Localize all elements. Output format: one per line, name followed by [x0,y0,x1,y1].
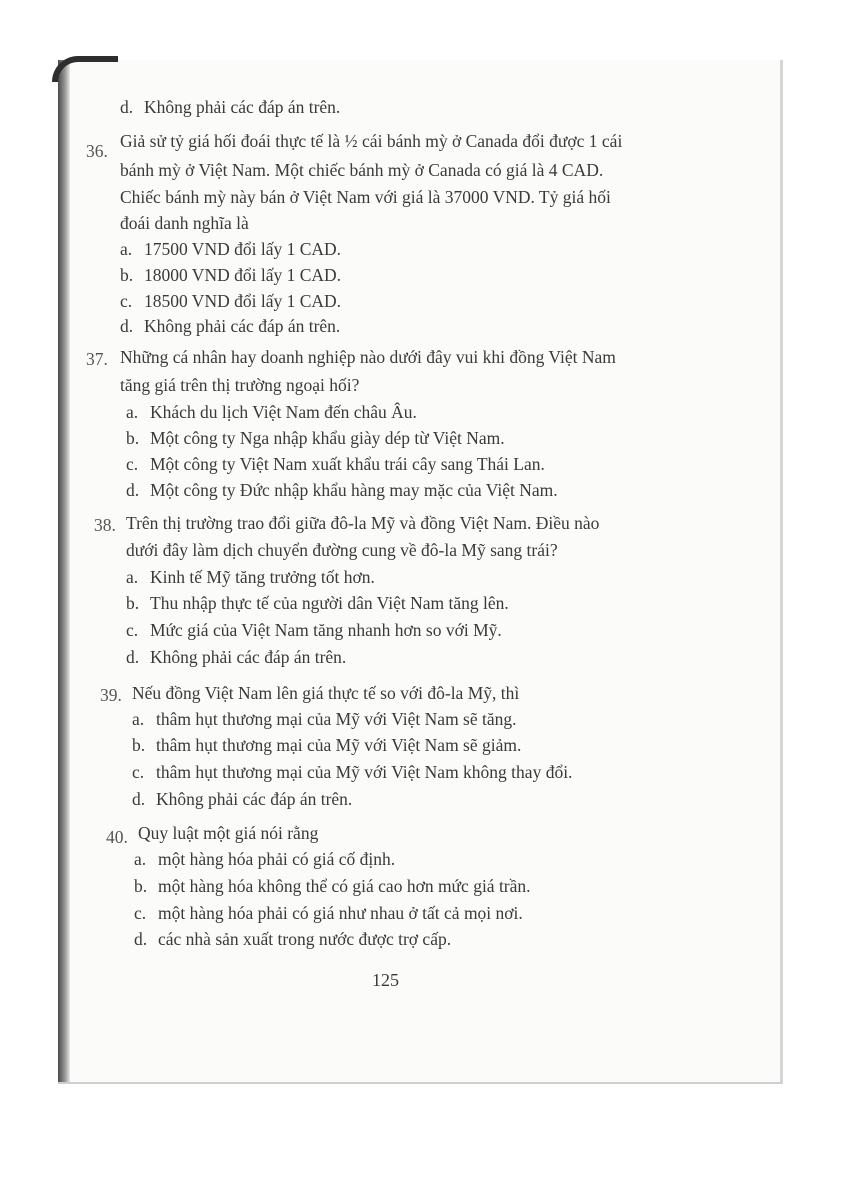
option-d-prev: d. Không phải các đáp án trên. [120,97,341,117]
option-b: b. Một công ty Nga nhập khẩu giày dép từ Việt Nam. [126,428,505,448]
option-b: b. thâm hụt thương mại của Mỹ với Việt Nam sẽ giảm. [132,735,522,755]
option-a: a. thâm hụt thương mại của Mỹ với Việt Nam sẽ tăng. [132,709,517,729]
option-d: d. Không phải các đáp án trên. [126,647,347,667]
option-a: a. Kinh tế Mỹ tăng trưởng tốt hơn. [126,567,375,587]
option-a: a. một hàng hóa phải có giá cố định. [134,849,396,869]
option-d: d. Một công ty Đức nhập khẩu hàng may mặc của Việt Nam. [126,480,558,500]
option-c: c. thâm hụt thương mại của Mỹ với Việt Nam không thay đổi. [132,762,573,782]
question-text: dưới đây làm dịch chuyển đường cung về đô-la Mỹ sang trái? [126,540,558,560]
option-b: b. 18000 VND đổi lấy 1 CAD. [120,265,342,285]
question-text: Chiếc bánh mỳ này bán ở Việt Nam với giá là 37000 VND. Tỷ giá hối [120,187,611,207]
question-text: Trên thị trường trao đổi giữa đô-la Mỹ và đồng Việt Nam. Điều nào [126,513,600,533]
question-number: 39. [100,685,122,705]
question-text: tăng giá trên thị trường ngoại hối? [120,375,360,395]
option-c: c. Mức giá của Việt Nam tăng nhanh hơn so với Mỹ. [126,620,502,640]
question-text: đoái danh nghĩa là [120,213,249,233]
option-b: b. Thu nhập thực tế của người dân Việt Nam tăng lên. [126,593,509,613]
option-c: c. 18500 VND đổi lấy 1 CAD. [120,291,342,311]
question-number: 40. [106,827,128,847]
option-c: c. Một công ty Việt Nam xuất khẩu trái cây sang Thái Lan. [126,454,545,474]
option-a: a. 17500 VND đổi lấy 1 CAD. [120,239,342,259]
question-text: Nếu đồng Việt Nam lên giá thực tế so với đô-la Mỹ, thì [132,683,520,703]
option-d: d. Không phải các đáp án trên. [120,316,341,336]
question-text: Những cá nhân hay doanh nghiệp nào dưới đây vui khi đồng Việt Nam [120,347,616,367]
option-d: d. Không phải các đáp án trên. [132,789,353,809]
question-number: 38. [94,515,116,535]
option-b: b. một hàng hóa không thể có giá cao hơn mức giá trần. [134,876,531,896]
question-number: 36. [86,141,108,161]
option-d: d. các nhà sản xuất trong nước được trợ cấp. [134,929,452,949]
option-c: c. một hàng hóa phải có giá như nhau ở tất cả mọi nơi. [134,903,523,923]
option-a: a. Khách du lịch Việt Nam đến châu Âu. [126,402,417,422]
question-text: Quy luật một giá nói rằng [138,823,319,843]
question-text: bánh mỳ ở Việt Nam. Một chiếc bánh mỳ ở Canada có giá là 4 CAD. [120,160,604,180]
page-number: 125 [372,970,399,990]
question-number: 37. [86,349,108,369]
question-text: Giả sử tỷ giá hối đoái thực tế là ½ cái bánh mỳ ở Canada đổi được 1 cái [120,131,623,151]
